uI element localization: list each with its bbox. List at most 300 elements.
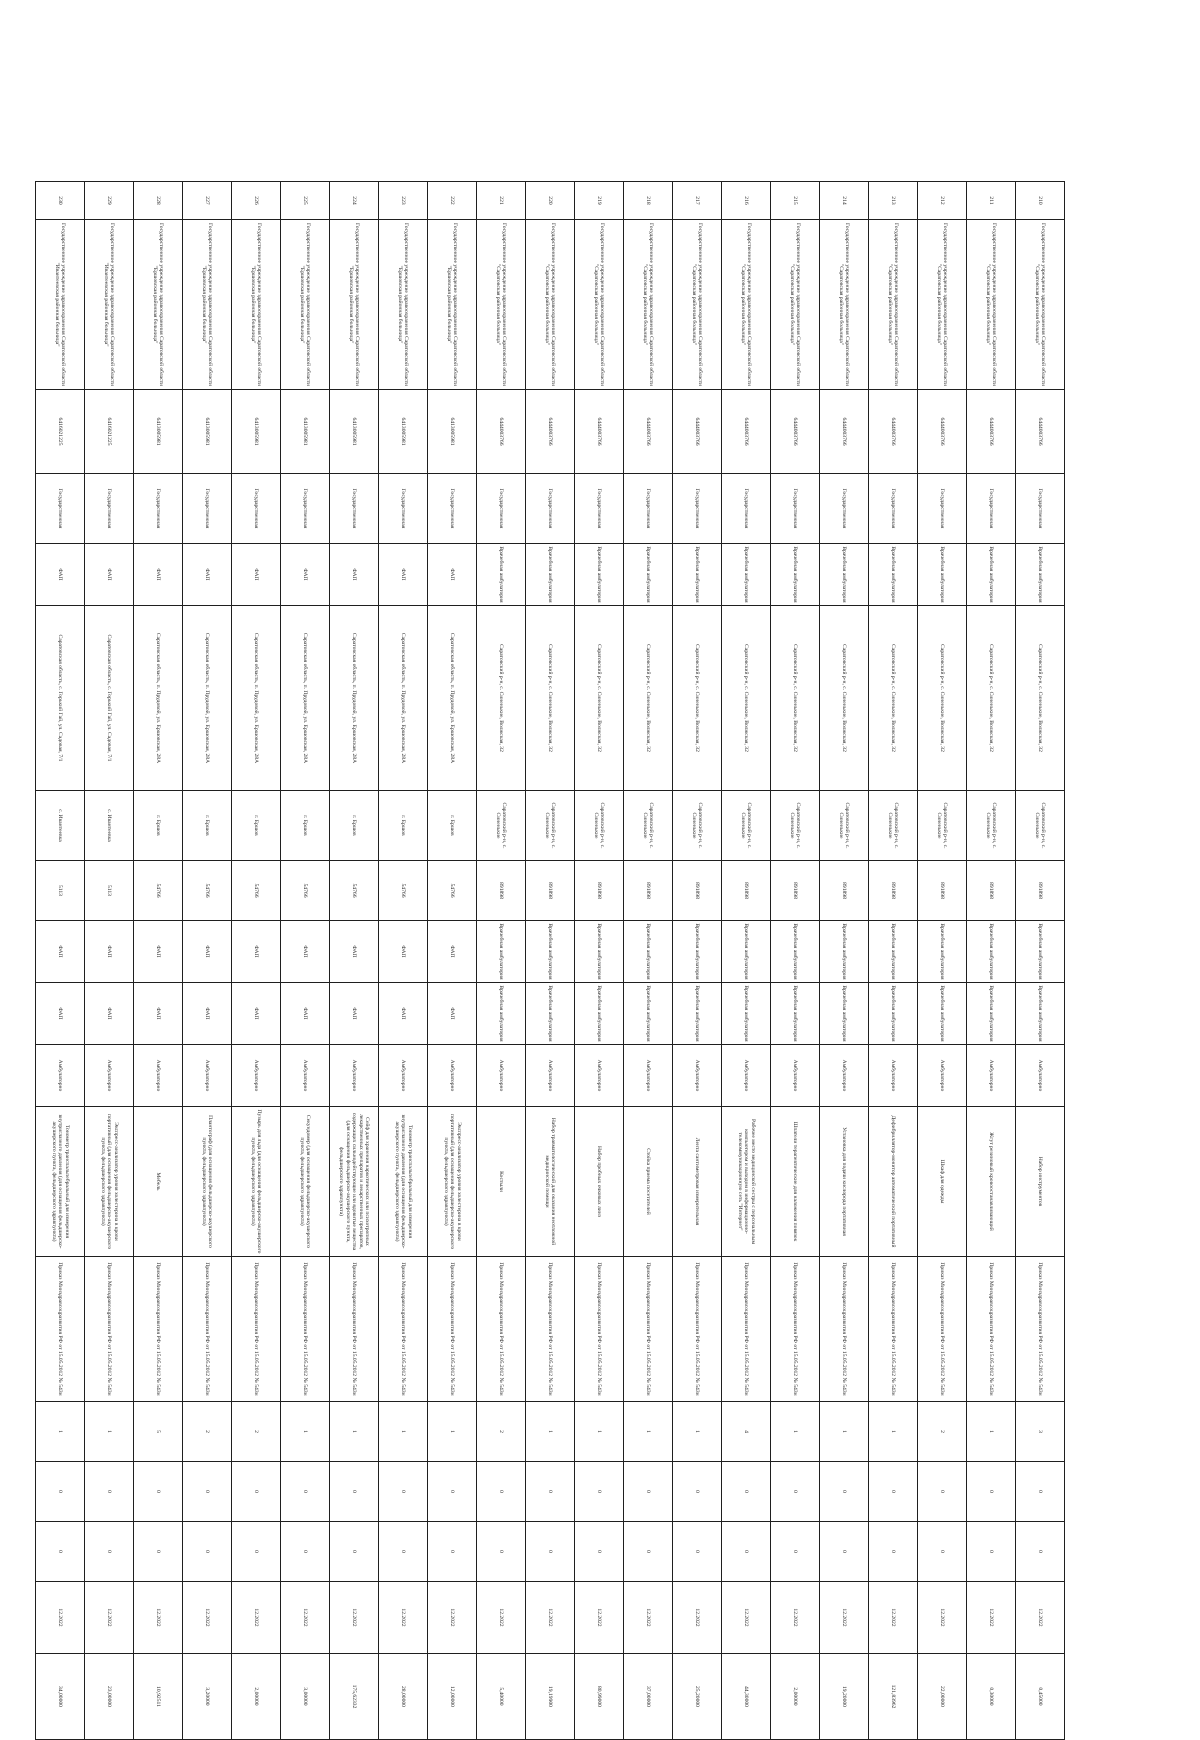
locality-cell: г. Ершов — [134, 791, 183, 861]
row-number-cell: 227 — [183, 182, 232, 220]
unit-type-2-cell: Врачебная амбулатория — [869, 921, 918, 983]
address-cell: Саратовский р-н, с. Синенькие, Волжская, 32 — [477, 606, 526, 791]
amount-cell: 175,62332 — [330, 1654, 379, 1740]
order-reference-cell: Приказ Минздравсоцразвития РФ от 15.05.2012 № 543н — [379, 1257, 428, 1402]
ownership-cell: Государственная — [673, 474, 722, 544]
equipment-name-cell: Плантограф (для оснащения фельдшерско-акушерского пункта, фельдшерского здравпункта) — [183, 1107, 232, 1257]
code-cell: 891898 — [575, 861, 624, 921]
zero-value-cell-2: 0 — [624, 1522, 673, 1582]
zero-value-cell-1: 0 — [526, 1462, 575, 1522]
row-number-cell: 215 — [771, 182, 820, 220]
code-cell: 891898 — [526, 861, 575, 921]
zero-value-cell-2: 0 — [85, 1522, 134, 1582]
unit-type-3-cell: Врачебная амбулатория — [967, 983, 1016, 1045]
amount-cell: 80,99000 — [575, 1654, 624, 1740]
order-reference-cell: Приказ Минздравсоцразвития РФ от 15.05.2012 № 543н — [232, 1257, 281, 1402]
zero-value-cell-1: 0 — [232, 1462, 281, 1522]
equipment-name-cell: Установка для подачи кислорода портативная — [820, 1107, 869, 1257]
code-cell: 54766 — [379, 861, 428, 921]
address-cell: Саратовская область, п. Прудовой, ул. Ершовская, 28А — [281, 606, 330, 791]
quantity-cell: 1 — [575, 1402, 624, 1462]
zero-value-cell-1: 0 — [36, 1462, 85, 1522]
inn-cell: 6444003766 — [1016, 390, 1065, 474]
organization-cell: Государственное учреждение здравоохранения Саратовской области "Саратовская районная больница" — [869, 220, 918, 390]
locality-cell: Саратовский р-н, с. Синенькие — [477, 791, 526, 861]
date-cell: 12.2022 — [575, 1582, 624, 1654]
ownership-cell: Государственная — [428, 474, 477, 544]
inn-cell: 6413005981 — [428, 390, 477, 474]
organization-cell: Государственное учреждение здравоохранения Саратовской области "Ивантеевская районная больница" — [36, 220, 85, 390]
organization-cell: Государственное учреждение здравоохранения Саратовской области "Саратовская районная больница" — [771, 220, 820, 390]
care-form-cell: Амбулаторно — [36, 1045, 85, 1107]
table-row — [820, 182, 869, 1740]
table-row — [624, 182, 673, 1740]
unit-type-cell: Врачебная амбулатория — [722, 544, 771, 606]
equipment-name-cell: Стойка приема посетителей — [624, 1107, 673, 1257]
row-number-cell: 219 — [575, 182, 624, 220]
table-row — [379, 182, 428, 1740]
organization-cell: Государственное учреждение здравоохранения Саратовской области "Саратовская районная больница" — [624, 220, 673, 390]
table-row — [281, 182, 330, 1740]
address-cell: Саратовский р-н, с. Синенькие, Волжская, 32 — [918, 606, 967, 791]
amount-cell: 23,00000 — [85, 1654, 134, 1740]
zero-value-cell-1: 0 — [428, 1462, 477, 1522]
zero-value-cell-1: 0 — [477, 1462, 526, 1522]
amount-cell: 121,83962 — [869, 1654, 918, 1740]
row-number-cell: 224 — [330, 182, 379, 220]
table-body — [36, 182, 1065, 1740]
quantity-cell: 1 — [330, 1402, 379, 1462]
unit-type-cell: Врачебная амбулатория — [771, 544, 820, 606]
inn-cell: 6444003766 — [771, 390, 820, 474]
unit-type-3-cell: ФАП — [428, 983, 477, 1045]
row-number-cell: 217 — [673, 182, 722, 220]
row-number-cell: 211 — [967, 182, 1016, 220]
ownership-cell: Государственная — [575, 474, 624, 544]
code-cell: 5113 — [85, 861, 134, 921]
zero-value-cell-1: 0 — [771, 1462, 820, 1522]
table-row — [722, 182, 771, 1740]
equipment-register-table — [35, 181, 1065, 1740]
order-reference-cell: Приказ Минздравсоцразвития РФ от 15.05.2012 № 543н — [526, 1257, 575, 1402]
equipment-name-cell: Шкаф для одежды — [918, 1107, 967, 1257]
order-reference-cell: Приказ Минздравсоцразвития РФ от 15.05.2012 № 543н — [183, 1257, 232, 1402]
ownership-cell: Государственная — [771, 474, 820, 544]
unit-type-cell: Врачебная амбулатория — [1016, 544, 1065, 606]
zero-value-cell-2: 0 — [232, 1522, 281, 1582]
zero-value-cell-1: 0 — [673, 1462, 722, 1522]
ownership-cell: Государственная — [967, 474, 1016, 544]
inn-cell: 6444003766 — [624, 390, 673, 474]
unit-type-2-cell: Врачебная амбулатория — [820, 921, 869, 983]
quantity-cell: 4 — [722, 1402, 771, 1462]
code-cell: 891898 — [1016, 861, 1065, 921]
care-form-cell: Амбулаторно — [771, 1045, 820, 1107]
quantity-cell: 1 — [36, 1402, 85, 1462]
address-cell: Саратовский р-н, с. Синенькие, Волжская, 32 — [771, 606, 820, 791]
row-number-cell: 226 — [232, 182, 281, 220]
row-number-cell: 210 — [1016, 182, 1065, 220]
rotated-page — [35, 181, 1065, 1709]
zero-value-cell-2: 0 — [869, 1522, 918, 1582]
date-cell: 12.2022 — [722, 1582, 771, 1654]
zero-value-cell-2: 0 — [330, 1522, 379, 1582]
date-cell: 12.2022 — [820, 1582, 869, 1654]
zero-value-cell-2: 0 — [722, 1522, 771, 1582]
locality-cell: г. Ершов — [281, 791, 330, 861]
unit-type-3-cell: ФАП — [134, 983, 183, 1045]
order-reference-cell: Приказ Минздравсоцразвития РФ от 15.05.2012 № 543н — [771, 1257, 820, 1402]
order-reference-cell: Приказ Минздравсоцразвития РФ от 15.05.2012 № 543н — [477, 1257, 526, 1402]
ownership-cell: Государственная — [232, 474, 281, 544]
equipment-name-cell: Набор травматологический для оказания неотложной медицинской помощи — [526, 1107, 575, 1257]
table-row — [477, 182, 526, 1740]
unit-type-cell: Врачебная амбулатория — [624, 544, 673, 606]
quantity-cell: 1 — [869, 1402, 918, 1462]
unit-type-2-cell: Врачебная амбулатория — [477, 921, 526, 983]
row-number-cell: 218 — [624, 182, 673, 220]
unit-type-cell: ФАП — [134, 544, 183, 606]
zero-value-cell-1: 0 — [281, 1462, 330, 1522]
unit-type-2-cell: ФАП — [183, 921, 232, 983]
unit-type-2-cell: Врачебная амбулатория — [967, 921, 1016, 983]
equipment-name-cell: Экспресс-анализатор уровня холестерина в крови портативный (для оснащения фельдшерско-акушерского пункта, фельдшерского здравпункта) — [85, 1107, 134, 1257]
amount-cell: 12,00000 — [428, 1654, 477, 1740]
unit-type-2-cell: Врачебная амбулатория — [722, 921, 771, 983]
unit-type-2-cell: Врачебная амбулатория — [771, 921, 820, 983]
organization-cell: Государственное учреждение здравоохранения Саратовской области "Саратовская районная больница" — [526, 220, 575, 390]
amount-cell: 2,00000 — [232, 1654, 281, 1740]
code-cell: 891898 — [869, 861, 918, 921]
ownership-cell: Государственная — [379, 474, 428, 544]
inn-cell: 6413005981 — [379, 390, 428, 474]
code-cell: 891898 — [722, 861, 771, 921]
care-form-cell: Амбулаторно — [379, 1045, 428, 1107]
ownership-cell: Государственная — [722, 474, 771, 544]
locality-cell: Саратовский р-н, с. Синенькие — [673, 791, 722, 861]
ownership-cell: Государственная — [85, 474, 134, 544]
unit-type-3-cell: Врачебная амбулатория — [526, 983, 575, 1045]
code-cell: 891898 — [967, 861, 1016, 921]
amount-cell: 5,40000 — [477, 1654, 526, 1740]
ownership-cell: Государственная — [183, 474, 232, 544]
quantity-cell: 2 — [232, 1402, 281, 1462]
locality-cell: Саратовский р-н, с. Синенькие — [526, 791, 575, 861]
unit-type-3-cell: ФАП — [183, 983, 232, 1045]
ownership-cell: Государственная — [36, 474, 85, 544]
inn-cell: 6444003766 — [820, 390, 869, 474]
care-form-cell: Амбулаторно — [722, 1045, 771, 1107]
equipment-name-cell: Набор инструментов — [1016, 1107, 1065, 1257]
equipment-name-cell: Дефибриллятор-монитор автоматический портативный — [869, 1107, 918, 1257]
zero-value-cell-2: 0 — [281, 1522, 330, 1582]
unit-type-2-cell: Врачебная амбулатория — [575, 921, 624, 983]
equipment-name-cell: Костыли — [477, 1107, 526, 1257]
zero-value-cell-1: 0 — [575, 1462, 624, 1522]
unit-type-3-cell: ФАП — [330, 983, 379, 1045]
care-form-cell: Амбулаторно — [1016, 1045, 1065, 1107]
locality-cell: г. Ершов — [183, 791, 232, 861]
unit-type-cell: ФАП — [183, 544, 232, 606]
date-cell: 12.2022 — [673, 1582, 722, 1654]
unit-type-2-cell: ФАП — [232, 921, 281, 983]
ownership-cell: Государственная — [918, 474, 967, 544]
unit-type-3-cell: ФАП — [36, 983, 85, 1045]
order-reference-cell: Приказ Минздравсоцразвития РФ от 15.05.2012 № 543н — [330, 1257, 379, 1402]
unit-type-cell: Врачебная амбулатория — [918, 544, 967, 606]
amount-cell: 3,20000 — [183, 1654, 232, 1740]
zero-value-cell-2: 0 — [379, 1522, 428, 1582]
unit-type-cell: ФАП — [281, 544, 330, 606]
unit-type-3-cell: Врачебная амбулатория — [869, 983, 918, 1045]
address-cell: Саратовская область, п. Прудовой, ул. Ершовская, 28А — [379, 606, 428, 791]
row-number-cell: 216 — [722, 182, 771, 220]
ownership-cell: Государственная — [820, 474, 869, 544]
zero-value-cell-2: 0 — [134, 1522, 183, 1582]
date-cell: 12.2022 — [526, 1582, 575, 1654]
date-cell: 12.2022 — [918, 1582, 967, 1654]
address-cell: Саратовская область, п. Прудовой, ул. Ершовская, 28А — [232, 606, 281, 791]
organization-cell: Государственное учреждение здравоохранения Саратовской области "Саратовская районная больница" — [1016, 220, 1065, 390]
organization-cell: Государственное учреждение здравоохранения Саратовской области "Саратовская районная больница" — [575, 220, 624, 390]
equipment-name-cell: Сейф для хранения наркотических или психотропных лекарственных препаратов и лекарственных препаратов, содержащих сильнодействующие или ядовитые вещества (для оснащения фельдшерско-акушерского пункта, фельдшерского здравпункта) — [330, 1107, 379, 1257]
unit-type-3-cell: ФАП — [232, 983, 281, 1045]
code-cell: 891898 — [820, 861, 869, 921]
order-reference-cell: Приказ Минздравсоцразвития РФ от 15.05.2012 № 543н — [624, 1257, 673, 1402]
order-reference-cell: Приказ Минздравсоцразвития РФ от 15.05.2012 № 543н — [820, 1257, 869, 1402]
address-cell: Саратовская область, п. Прудовой, ул. Ершовская, 28А — [183, 606, 232, 791]
inn-cell: 6444003766 — [575, 390, 624, 474]
date-cell: 12.2022 — [134, 1582, 183, 1654]
care-form-cell: Амбулаторно — [673, 1045, 722, 1107]
date-cell: 12.2022 — [330, 1582, 379, 1654]
quantity-cell: 1 — [967, 1402, 1016, 1462]
order-reference-cell: Приказ Минздравсоцразвития РФ от 15.05.2012 № 543н — [428, 1257, 477, 1402]
zero-value-cell-1: 0 — [134, 1462, 183, 1522]
care-form-cell: Амбулаторно — [330, 1045, 379, 1107]
zero-value-cell-2: 0 — [1016, 1522, 1065, 1582]
order-reference-cell: Приказ Минздравсоцразвития РФ от 15.05.2012 № 543н — [722, 1257, 771, 1402]
code-cell: 54766 — [134, 861, 183, 921]
row-number-cell: 223 — [379, 182, 428, 220]
locality-cell: Саратовский р-н, с. Синенькие — [820, 791, 869, 861]
unit-type-2-cell: Врачебная амбулатория — [624, 921, 673, 983]
code-cell: 891898 — [477, 861, 526, 921]
zero-value-cell-2: 0 — [428, 1522, 477, 1582]
locality-cell: Саратовский р-н, с. Синенькие — [722, 791, 771, 861]
table-row — [526, 182, 575, 1740]
amount-cell: 3,00000 — [281, 1654, 330, 1740]
inn-cell: 6413005981 — [183, 390, 232, 474]
organization-cell: Государственное учреждение здравоохранения Саратовской области "Ершовская районная больница" — [232, 220, 281, 390]
organization-cell: Государственное учреждение здравоохранения Саратовской области "Ершовская районная больница" — [183, 220, 232, 390]
order-reference-cell: Приказ Минздравсоцразвития РФ от 15.05.2012 № 543н — [967, 1257, 1016, 1402]
care-form-cell: Амбулаторно — [526, 1045, 575, 1107]
address-cell: Саратовский р-н, с. Синенькие, Волжская, 32 — [869, 606, 918, 791]
amount-cell: 37,00000 — [624, 1654, 673, 1740]
address-cell: Саратовский р-н, с. Синенькие, Волжская, 32 — [624, 606, 673, 791]
zero-value-cell-1: 0 — [1016, 1462, 1065, 1522]
unit-type-cell: ФАП — [379, 544, 428, 606]
row-number-cell: 225 — [281, 182, 330, 220]
unit-type-cell: Врачебная амбулатория — [575, 544, 624, 606]
code-cell: 54766 — [330, 861, 379, 921]
order-reference-cell: Приказ Минздравсоцразвития РФ от 15.05.2012 № 543н — [918, 1257, 967, 1402]
inn-cell: 6413005981 — [134, 390, 183, 474]
zero-value-cell-1: 0 — [722, 1462, 771, 1522]
quantity-cell: 5 — [134, 1402, 183, 1462]
organization-cell: Государственное учреждение здравоохранения Саратовской области "Ивантеевская районная больница" — [85, 220, 134, 390]
zero-value-cell-2: 0 — [967, 1522, 1016, 1582]
row-number-cell: 220 — [526, 182, 575, 220]
ownership-cell: Государственная — [1016, 474, 1065, 544]
ownership-cell: Государственная — [134, 474, 183, 544]
locality-cell: Саратовский р-н, с. Синенькие — [967, 791, 1016, 861]
date-cell: 12.2022 — [85, 1582, 134, 1654]
equipment-name-cell: Набор пробных очковых линз — [575, 1107, 624, 1257]
zero-value-cell-2: 0 — [820, 1522, 869, 1582]
unit-type-3-cell: ФАП — [85, 983, 134, 1045]
amount-cell: 34,00000 — [36, 1654, 85, 1740]
equipment-name-cell: Пузырь для льда (для оснащения фельдшерско-акушерского пункта, фельдшерского здравпункта) — [232, 1107, 281, 1257]
locality-cell: Саратовский р-н, с. Синенькие — [771, 791, 820, 861]
table-row — [869, 182, 918, 1740]
unit-type-3-cell: Врачебная амбулатория — [722, 983, 771, 1045]
quantity-cell: 1 — [624, 1402, 673, 1462]
table-row — [967, 182, 1016, 1740]
unit-type-3-cell: Врачебная амбулатория — [624, 983, 673, 1045]
unit-type-3-cell: Врачебная амбулатория — [918, 983, 967, 1045]
care-form-cell: Амбулаторно — [477, 1045, 526, 1107]
zero-value-cell-1: 0 — [820, 1462, 869, 1522]
quantity-cell: 1 — [428, 1402, 477, 1462]
unit-type-cell: Врачебная амбулатория — [477, 544, 526, 606]
date-cell: 12.2022 — [869, 1582, 918, 1654]
locality-cell: с. Ивантеевка — [36, 791, 85, 861]
table-row — [36, 182, 85, 1740]
unit-type-2-cell: Врачебная амбулатория — [1016, 921, 1065, 983]
quantity-cell: 3 — [1016, 1402, 1065, 1462]
table-row — [330, 182, 379, 1740]
unit-type-2-cell: ФАП — [85, 921, 134, 983]
row-number-cell: 228 — [134, 182, 183, 220]
unit-type-3-cell: Врачебная амбулатория — [1016, 983, 1065, 1045]
row-number-cell: 221 — [477, 182, 526, 220]
order-reference-cell: Приказ Минздравсоцразвития РФ от 15.05.2012 № 543н — [869, 1257, 918, 1402]
code-cell: 54766 — [428, 861, 477, 921]
row-number-cell: 230 — [36, 182, 85, 220]
table-row — [1016, 182, 1065, 1740]
table-row — [232, 182, 281, 1740]
address-cell: Саратовская область, с. Горький Гай, ул. Садовая, 7/1 — [85, 606, 134, 791]
equipment-name-cell: Шпатели терапевтические для наложения повязок — [771, 1107, 820, 1257]
inn-cell: 6444003766 — [477, 390, 526, 474]
zero-value-cell-1: 0 — [624, 1462, 673, 1522]
inn-cell: 6413005981 — [232, 390, 281, 474]
ownership-cell: Государственная — [526, 474, 575, 544]
amount-cell: 44,30000 — [722, 1654, 771, 1740]
inn-cell: 6413005981 — [330, 390, 379, 474]
unit-type-3-cell: ФАП — [379, 983, 428, 1045]
date-cell: 12.2022 — [428, 1582, 477, 1654]
unit-type-cell: ФАП — [36, 544, 85, 606]
order-reference-cell: Приказ Минздравсоцразвития РФ от 15.05.2012 № 543н — [673, 1257, 722, 1402]
quantity-cell: 1 — [379, 1402, 428, 1462]
organization-cell: Государственное учреждение здравоохранения Саратовской области "Саратовская районная больница" — [820, 220, 869, 390]
quantity-cell: 1 — [281, 1402, 330, 1462]
address-cell: Саратовский р-н, с. Синенькие, Волжская, 32 — [673, 606, 722, 791]
unit-type-2-cell: Врачебная амбулатория — [918, 921, 967, 983]
locality-cell: г. Ершов — [428, 791, 477, 861]
zero-value-cell-1: 0 — [918, 1462, 967, 1522]
ownership-cell: Государственная — [281, 474, 330, 544]
date-cell: 12.2022 — [183, 1582, 232, 1654]
address-cell: Саратовский р-н, с. Синенькие, Волжская, 32 — [526, 606, 575, 791]
date-cell: 12.2022 — [1016, 1582, 1065, 1654]
organization-cell: Государственное учреждение здравоохранения Саратовской области "Саратовская районная больница" — [673, 220, 722, 390]
care-form-cell: Амбулаторно — [967, 1045, 1016, 1107]
date-cell: 12.2022 — [477, 1582, 526, 1654]
organization-cell: Государственное учреждение здравоохранения Саратовской области "Ершовская районная больница" — [281, 220, 330, 390]
organization-cell: Государственное учреждение здравоохранения Саратовской области "Ершовская районная больница" — [379, 220, 428, 390]
equipment-name-cell: Жгут резиновый кровоостанавливающий — [967, 1107, 1016, 1257]
unit-type-2-cell: ФАП — [281, 921, 330, 983]
zero-value-cell-2: 0 — [575, 1522, 624, 1582]
code-cell: 54766 — [232, 861, 281, 921]
quantity-cell: 2 — [477, 1402, 526, 1462]
order-reference-cell: Приказ Минздравсоцразвития РФ от 15.05.2012 № 543н — [281, 1257, 330, 1402]
amount-cell: 25,20000 — [673, 1654, 722, 1740]
locality-cell: г. Ершов — [232, 791, 281, 861]
unit-type-2-cell: ФАП — [134, 921, 183, 983]
organization-cell: Государственное учреждение здравоохранения Саратовской области "Ершовская районная больница" — [428, 220, 477, 390]
locality-cell: Саратовский р-н, с. Синенькие — [575, 791, 624, 861]
date-cell: 12.2022 — [379, 1582, 428, 1654]
equipment-name-cell: Секундомер (для оснащения фельдшерско-акушерского пункта, фельдшерского здравпункта) — [281, 1107, 330, 1257]
zero-value-cell-2: 0 — [36, 1522, 85, 1582]
care-form-cell: Амбулаторно — [134, 1045, 183, 1107]
inn-cell: 6416021225 — [36, 390, 85, 474]
unit-type-2-cell: Врачебная амбулатория — [673, 921, 722, 983]
zero-value-cell-1: 0 — [330, 1462, 379, 1522]
quantity-cell: 1 — [85, 1402, 134, 1462]
table-row — [428, 182, 477, 1740]
row-number-cell: 214 — [820, 182, 869, 220]
table-row — [85, 182, 134, 1740]
zero-value-cell-2: 0 — [673, 1522, 722, 1582]
equipment-name-cell: Лента сантиметровая измерительная — [673, 1107, 722, 1257]
amount-cell: 0,45000 — [1016, 1654, 1065, 1740]
locality-cell: Саратовский р-н, с. Синенькие — [918, 791, 967, 861]
table-row — [771, 182, 820, 1740]
care-form-cell: Амбулаторно — [575, 1045, 624, 1107]
zero-value-cell-1: 0 — [379, 1462, 428, 1522]
equipment-name-cell: Тонометр транспальпебральный для измерения внутриглазного давления (для оснащения фельдшерско-акушерского пункта, фельдшерского здравпункта) — [379, 1107, 428, 1257]
unit-type-3-cell: Врачебная амбулатория — [771, 983, 820, 1045]
table-row — [918, 182, 967, 1740]
date-cell: 12.2022 — [967, 1582, 1016, 1654]
unit-type-cell: Врачебная амбулатория — [967, 544, 1016, 606]
address-cell: Саратовский р-н, с. Синенькие, Волжская, 32 — [722, 606, 771, 791]
unit-type-2-cell: ФАП — [428, 921, 477, 983]
date-cell: 12.2022 — [624, 1582, 673, 1654]
locality-cell: с. Ивантеевка — [85, 791, 134, 861]
zero-value-cell-1: 0 — [869, 1462, 918, 1522]
address-cell: Саратовский р-н, с. Синенькие, Волжская, 32 — [820, 606, 869, 791]
table-row — [575, 182, 624, 1740]
zero-value-cell-1: 0 — [183, 1462, 232, 1522]
quantity-cell: 1 — [526, 1402, 575, 1462]
